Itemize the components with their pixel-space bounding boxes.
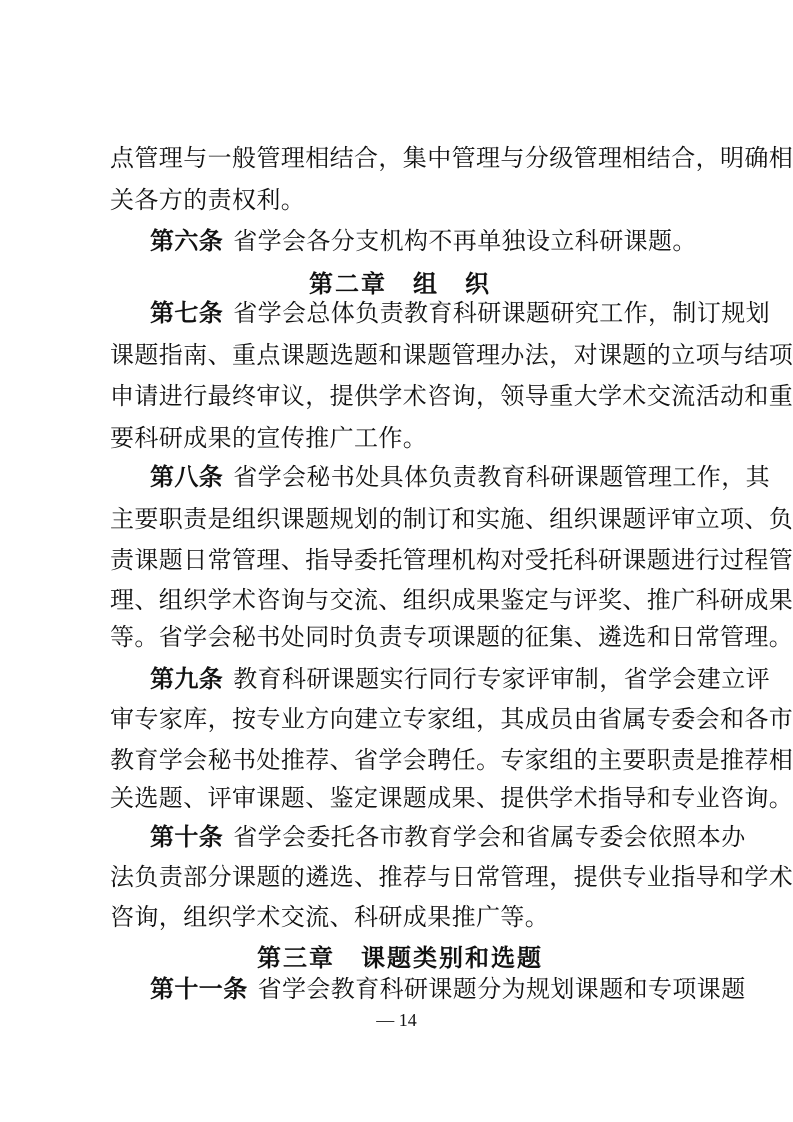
paragraph-line: 审专家库，按专业方向建立专家组，其成员由省属专委会和各市 [110, 705, 793, 733]
paragraph-text: 省学会各分支机构不再单独设立科研课题。 [233, 227, 697, 255]
article-label: 第七条 [150, 299, 224, 327]
paragraph-line: 等。省学会秘书处同时负责专项课题的征集、遴选和日常管理。 [110, 623, 793, 651]
paragraph-line: 关各方的责权利。 [110, 186, 306, 214]
paragraph-text: 省学会委托各市教育学会和省属专委会依照本办 [233, 823, 746, 851]
article-8 [150, 457, 771, 497]
article-label: 第六条 [150, 227, 224, 255]
paragraph-text: 省学会秘书处具体负责教育科研课题管理工作，其 [233, 463, 771, 491]
article-11 [150, 969, 746, 1009]
paragraph-line: 主要职责是组织课题规划的制订和实施、组织课题评审立项、负 [110, 505, 793, 533]
paragraph-line: 法负责部分课题的遴选、推荐与日常管理，提供专业指导和学术 [110, 863, 793, 891]
chapter-heading: 第三章 课题类别和选题 [257, 944, 543, 972]
paragraph-line: 理、组织学术咨询与交流、组织成果鉴定与评奖、推广科研成果 [110, 586, 793, 614]
article-7 [150, 293, 771, 333]
page-number: — 14 [376, 1010, 417, 1030]
paragraph-line: 要科研成果的宣传推广工作。 [110, 424, 428, 452]
article-label: 第十条 [150, 823, 224, 851]
paragraph-text: 教育科研课题实行同行专家评审制，省学会建立评 [233, 665, 771, 693]
article-6 [150, 221, 697, 261]
paragraph-line: 点管理与一般管理相结合，集中管理与分级管理相结合，明确相 [110, 144, 793, 172]
article-label: 第十一条 [150, 975, 248, 1003]
paragraph-line: 责课题日常管理、指导委托管理机构对受托科研课题进行过程管 [110, 546, 793, 574]
paragraph-line: 咨询，组织学术交流、科研成果推广等。 [110, 903, 550, 931]
paragraph-text: 省学会总体负责教育科研课题研究工作，制订规划 [233, 299, 771, 327]
chapter-heading: 第二章 组 织 [309, 270, 491, 298]
paragraph-text: 省学会教育科研课题分为规划课题和专项课题 [257, 975, 746, 1003]
article-label: 第八条 [150, 463, 224, 491]
paragraph-line: 申请进行最终审议，提供学术咨询，领导重大学术交流活动和重 [110, 382, 793, 410]
paragraph-line: 教育学会秘书处推荐、省学会聘任。专家组的主要职责是推荐相 [110, 746, 793, 774]
article-10 [150, 817, 746, 857]
article-label: 第九条 [150, 665, 224, 693]
article-9 [150, 659, 771, 699]
paragraph-line: 关选题、评审课题、鉴定课题成果、提供学术指导和专业咨询。 [110, 784, 793, 812]
paragraph-line: 课题指南、重点课题选题和课题管理办法，对课题的立项与结项 [110, 341, 793, 369]
